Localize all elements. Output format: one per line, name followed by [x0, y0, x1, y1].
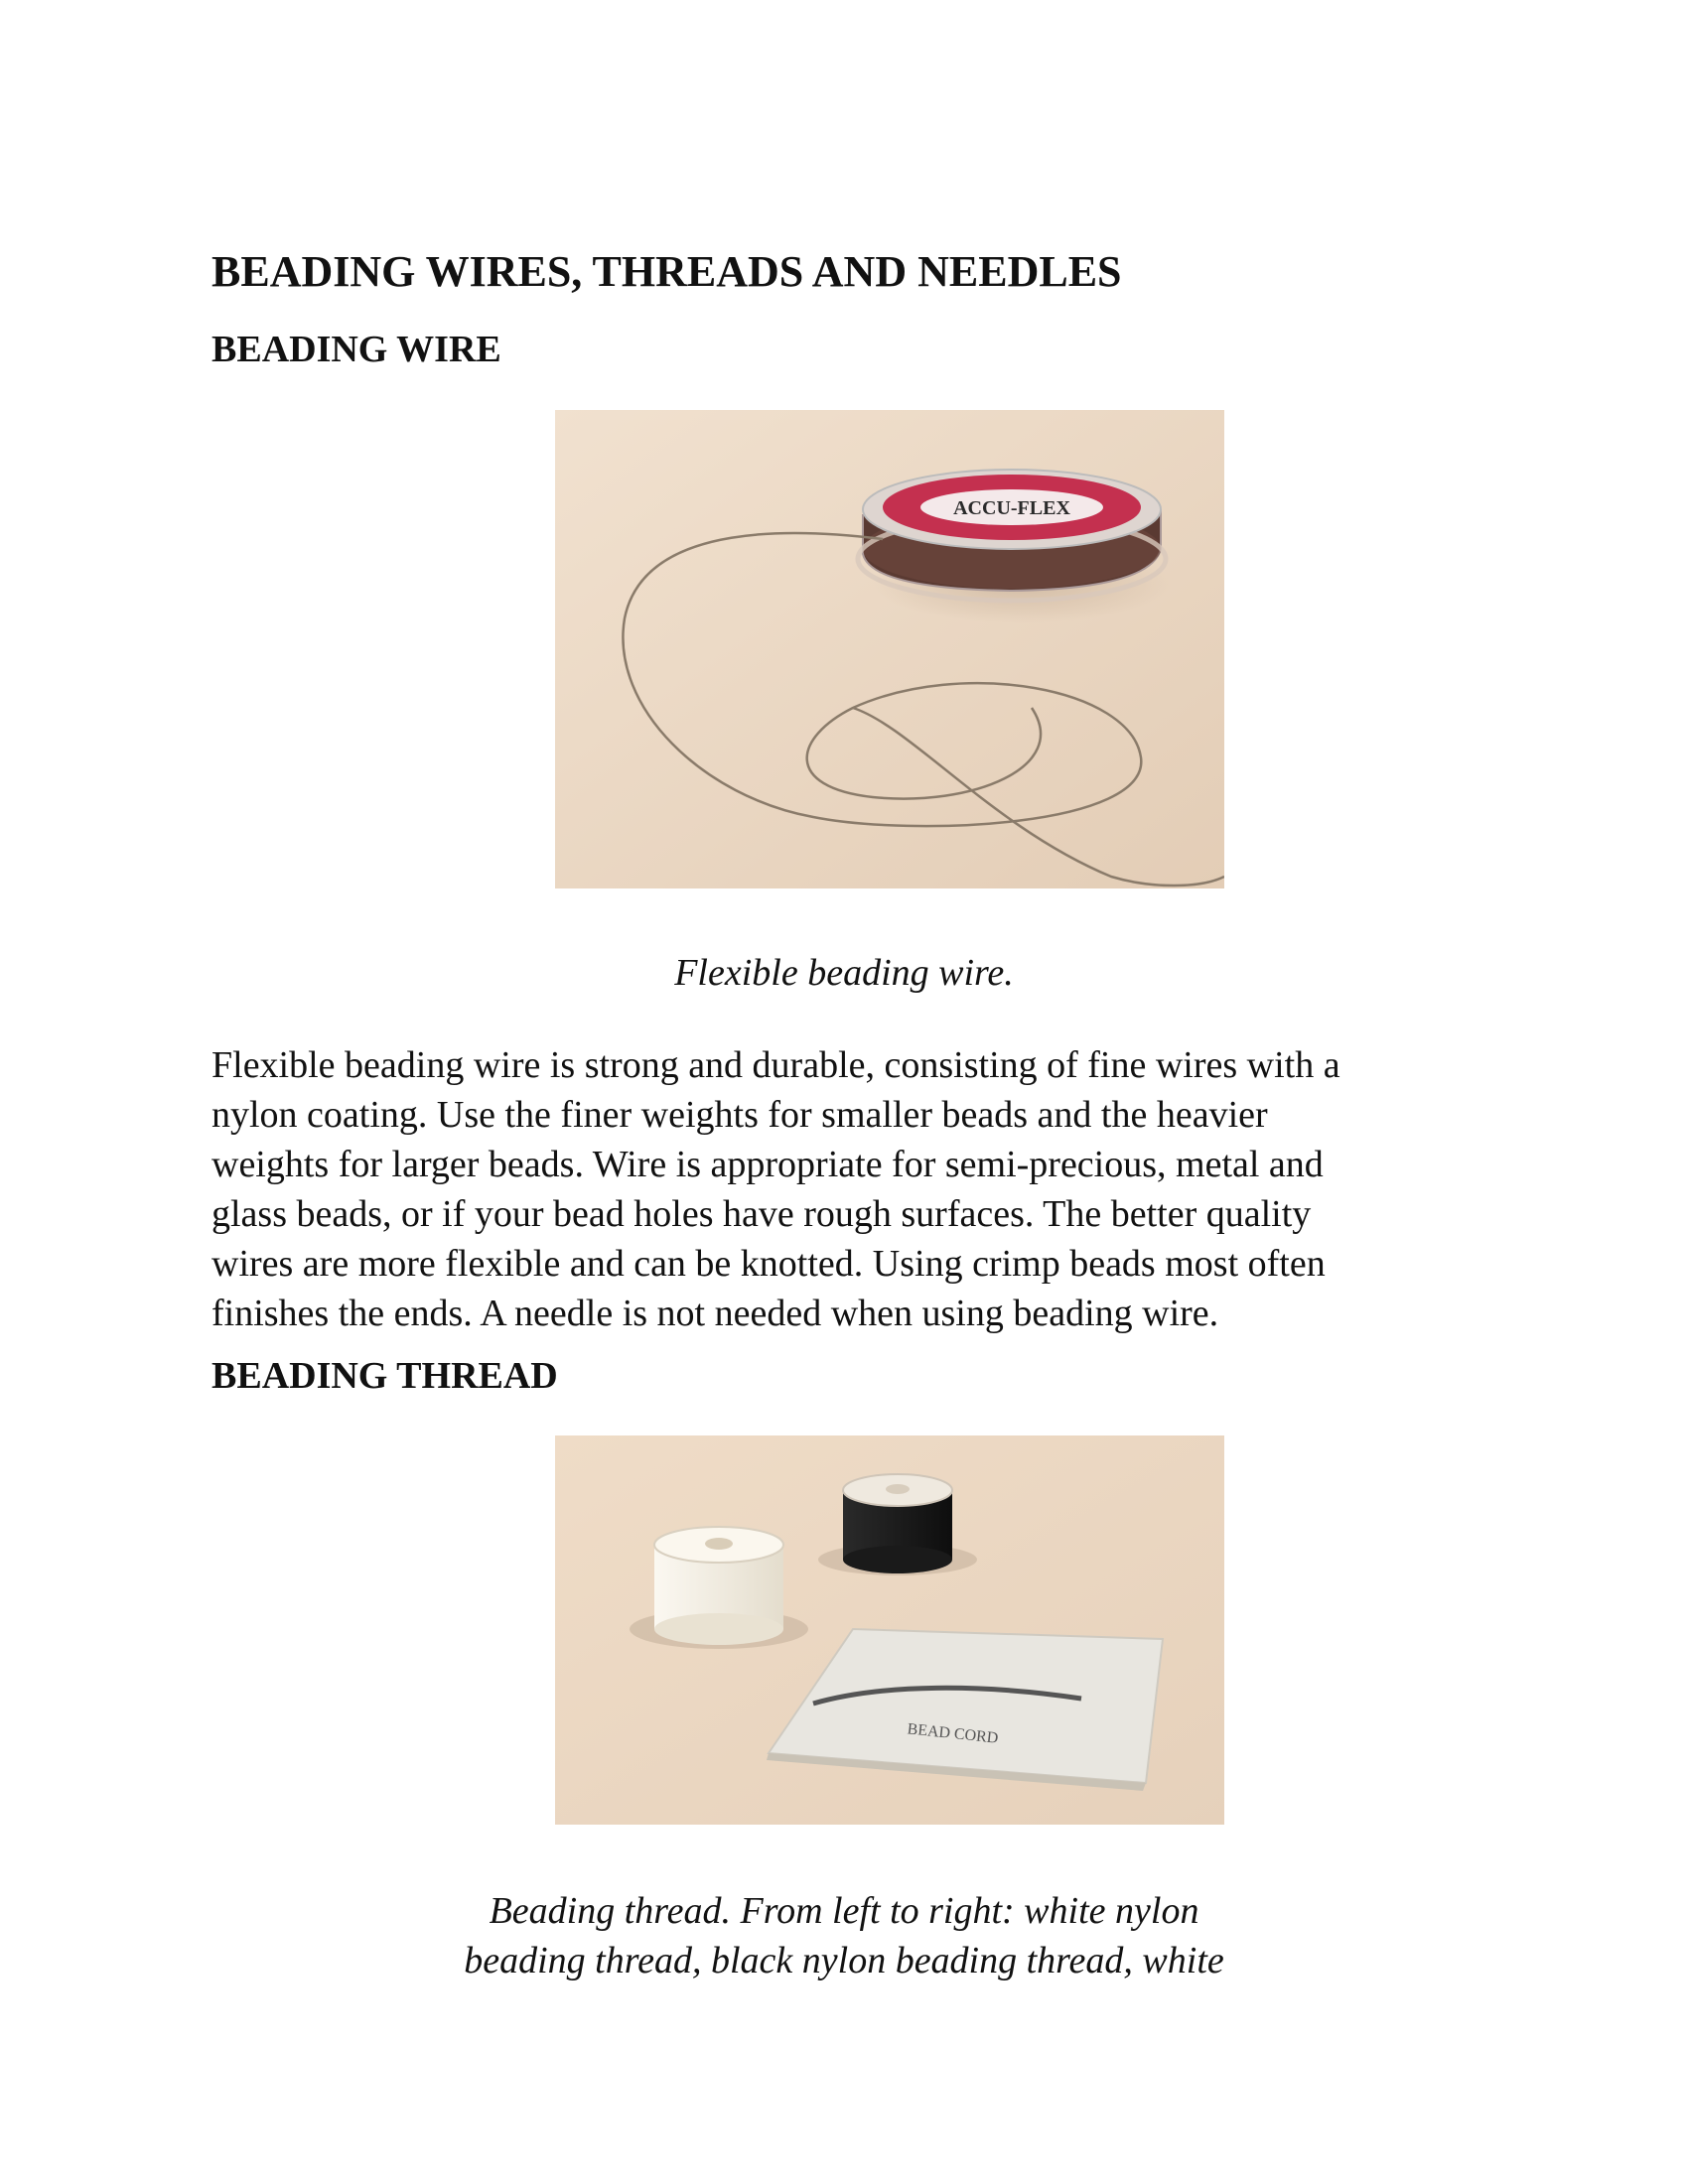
section-heading-beading-wire: BEADING WIRE: [211, 329, 501, 370]
beading-thread-photo: [555, 1435, 1224, 1825]
description-line: nylon coating. Use the finer weights for smaller beads and the heavier: [211, 1094, 1268, 1136]
description-line: finishes the ends. A needle is not needed when using beading wire.: [211, 1293, 1219, 1334]
bead-cord-card-label: BEAD CORD: [906, 1720, 1000, 1747]
description-line: weights for larger beads. Wire is appropriate for semi-precious, metal and: [211, 1144, 1324, 1185]
spool-label-text: ACCU-FLEX: [953, 497, 1070, 519]
description-line: glass beads, or if your bead holes have rough surfaces. The better quality: [211, 1193, 1312, 1235]
beading-wire-caption: Flexible beading wire.: [674, 952, 1014, 994]
description-line: Flexible beading wire is strong and durable, consisting of fine wires with a: [211, 1044, 1340, 1086]
caption-line: beading thread, black nylon beading thread, white: [464, 1940, 1224, 1981]
beading-thread-caption: [397, 1886, 1291, 1985]
section-heading-beading-thread: BEADING THREAD: [211, 1355, 558, 1397]
page-title: BEADING WIRES, THREADS AND NEEDLES: [211, 247, 1122, 296]
caption-line: Beading thread. From left to right: white nylon: [489, 1890, 1199, 1932]
description-line: wires are more flexible and can be knotted. Using crimp beads most often: [211, 1243, 1326, 1285]
beading-wire-photo: [555, 410, 1224, 888]
beading-wire-description: [211, 1040, 1482, 1338]
